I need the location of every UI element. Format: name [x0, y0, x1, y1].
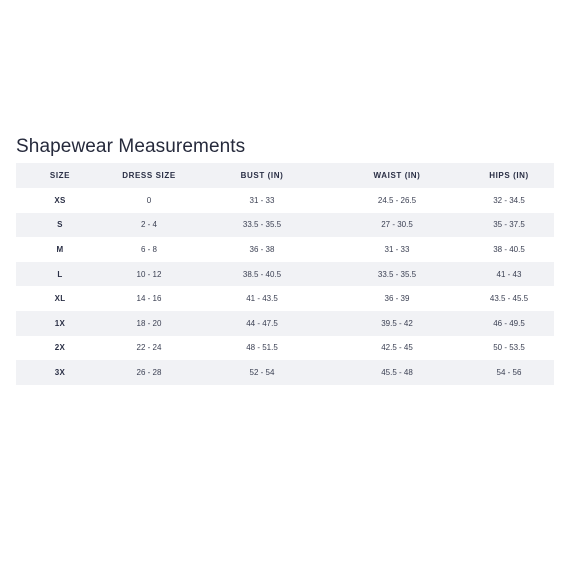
cell-dress-size: 6 - 8	[140, 244, 157, 254]
cell-waist: 24.5 - 26.5	[377, 195, 417, 205]
cell-waist: 27 - 30.5	[381, 220, 413, 230]
table-row	[16, 213, 554, 238]
cell-bust: 44 - 47.5	[246, 318, 278, 328]
table-row	[16, 360, 554, 385]
cell-bust: 48 - 51.5	[246, 343, 278, 353]
header-dress-size: DRESS SIZE	[122, 171, 176, 180]
table-row	[16, 311, 554, 336]
cell-bust: 38.5 - 40.5	[242, 269, 282, 279]
cell-size: S	[57, 220, 63, 230]
table-row	[16, 237, 554, 262]
cell-bust: 31 - 33	[249, 195, 275, 205]
cell-dress-size: 18 - 20	[136, 318, 162, 328]
page-title: Shapewear Measurements	[16, 136, 246, 157]
cell-dress-size: 22 - 24	[136, 343, 162, 353]
cell-dress-size: 26 - 28	[136, 367, 162, 377]
cell-hips: 46 - 49.5	[493, 318, 525, 328]
cell-waist: 36 - 39	[384, 294, 410, 304]
cell-bust: 41 - 43.5	[246, 294, 278, 304]
cell-size: L	[57, 269, 63, 279]
cell-bust: 36 - 38	[249, 244, 275, 254]
cell-size: 1X	[54, 318, 66, 328]
cell-hips: 41 - 43	[496, 269, 522, 279]
header-bust: BUST (IN)	[240, 171, 284, 180]
cell-waist: 31 - 33	[384, 244, 410, 254]
table-header-row	[16, 163, 554, 188]
table-row	[16, 286, 554, 311]
cell-size: XL	[54, 294, 66, 304]
cell-hips: 54 - 56	[496, 367, 522, 377]
cell-hips: 35 - 37.5	[493, 220, 525, 230]
cell-size: 2X	[54, 343, 66, 353]
cell-waist: 42.5 - 45	[381, 343, 413, 353]
cell-dress-size: 0	[146, 195, 152, 205]
cell-bust: 33.5 - 35.5	[242, 220, 282, 230]
cell-size: XS	[54, 195, 66, 205]
cell-dress-size: 10 - 12	[136, 269, 162, 279]
cell-dress-size: 2 - 4	[140, 220, 157, 230]
cell-waist: 39.5 - 42	[381, 318, 413, 328]
table-row	[16, 188, 554, 213]
cell-size: M	[56, 244, 64, 254]
table-row	[16, 336, 554, 361]
header-hips: HIPS (IN)	[489, 171, 529, 180]
header-size: SIZE	[49, 171, 71, 180]
cell-hips: 43.5 - 45.5	[489, 294, 529, 304]
table-row	[16, 262, 554, 287]
header-waist: WAIST (IN)	[373, 171, 421, 180]
cell-hips: 38 - 40.5	[493, 244, 525, 254]
measurements-table	[16, 163, 554, 385]
cell-waist: 45.5 - 48	[381, 367, 413, 377]
cell-hips: 32 - 34.5	[493, 195, 525, 205]
cell-size: 3X	[54, 367, 66, 377]
cell-bust: 52 - 54	[249, 367, 275, 377]
cell-waist: 33.5 - 35.5	[377, 269, 417, 279]
cell-dress-size: 14 - 16	[136, 294, 162, 304]
cell-hips: 50 - 53.5	[493, 343, 525, 353]
